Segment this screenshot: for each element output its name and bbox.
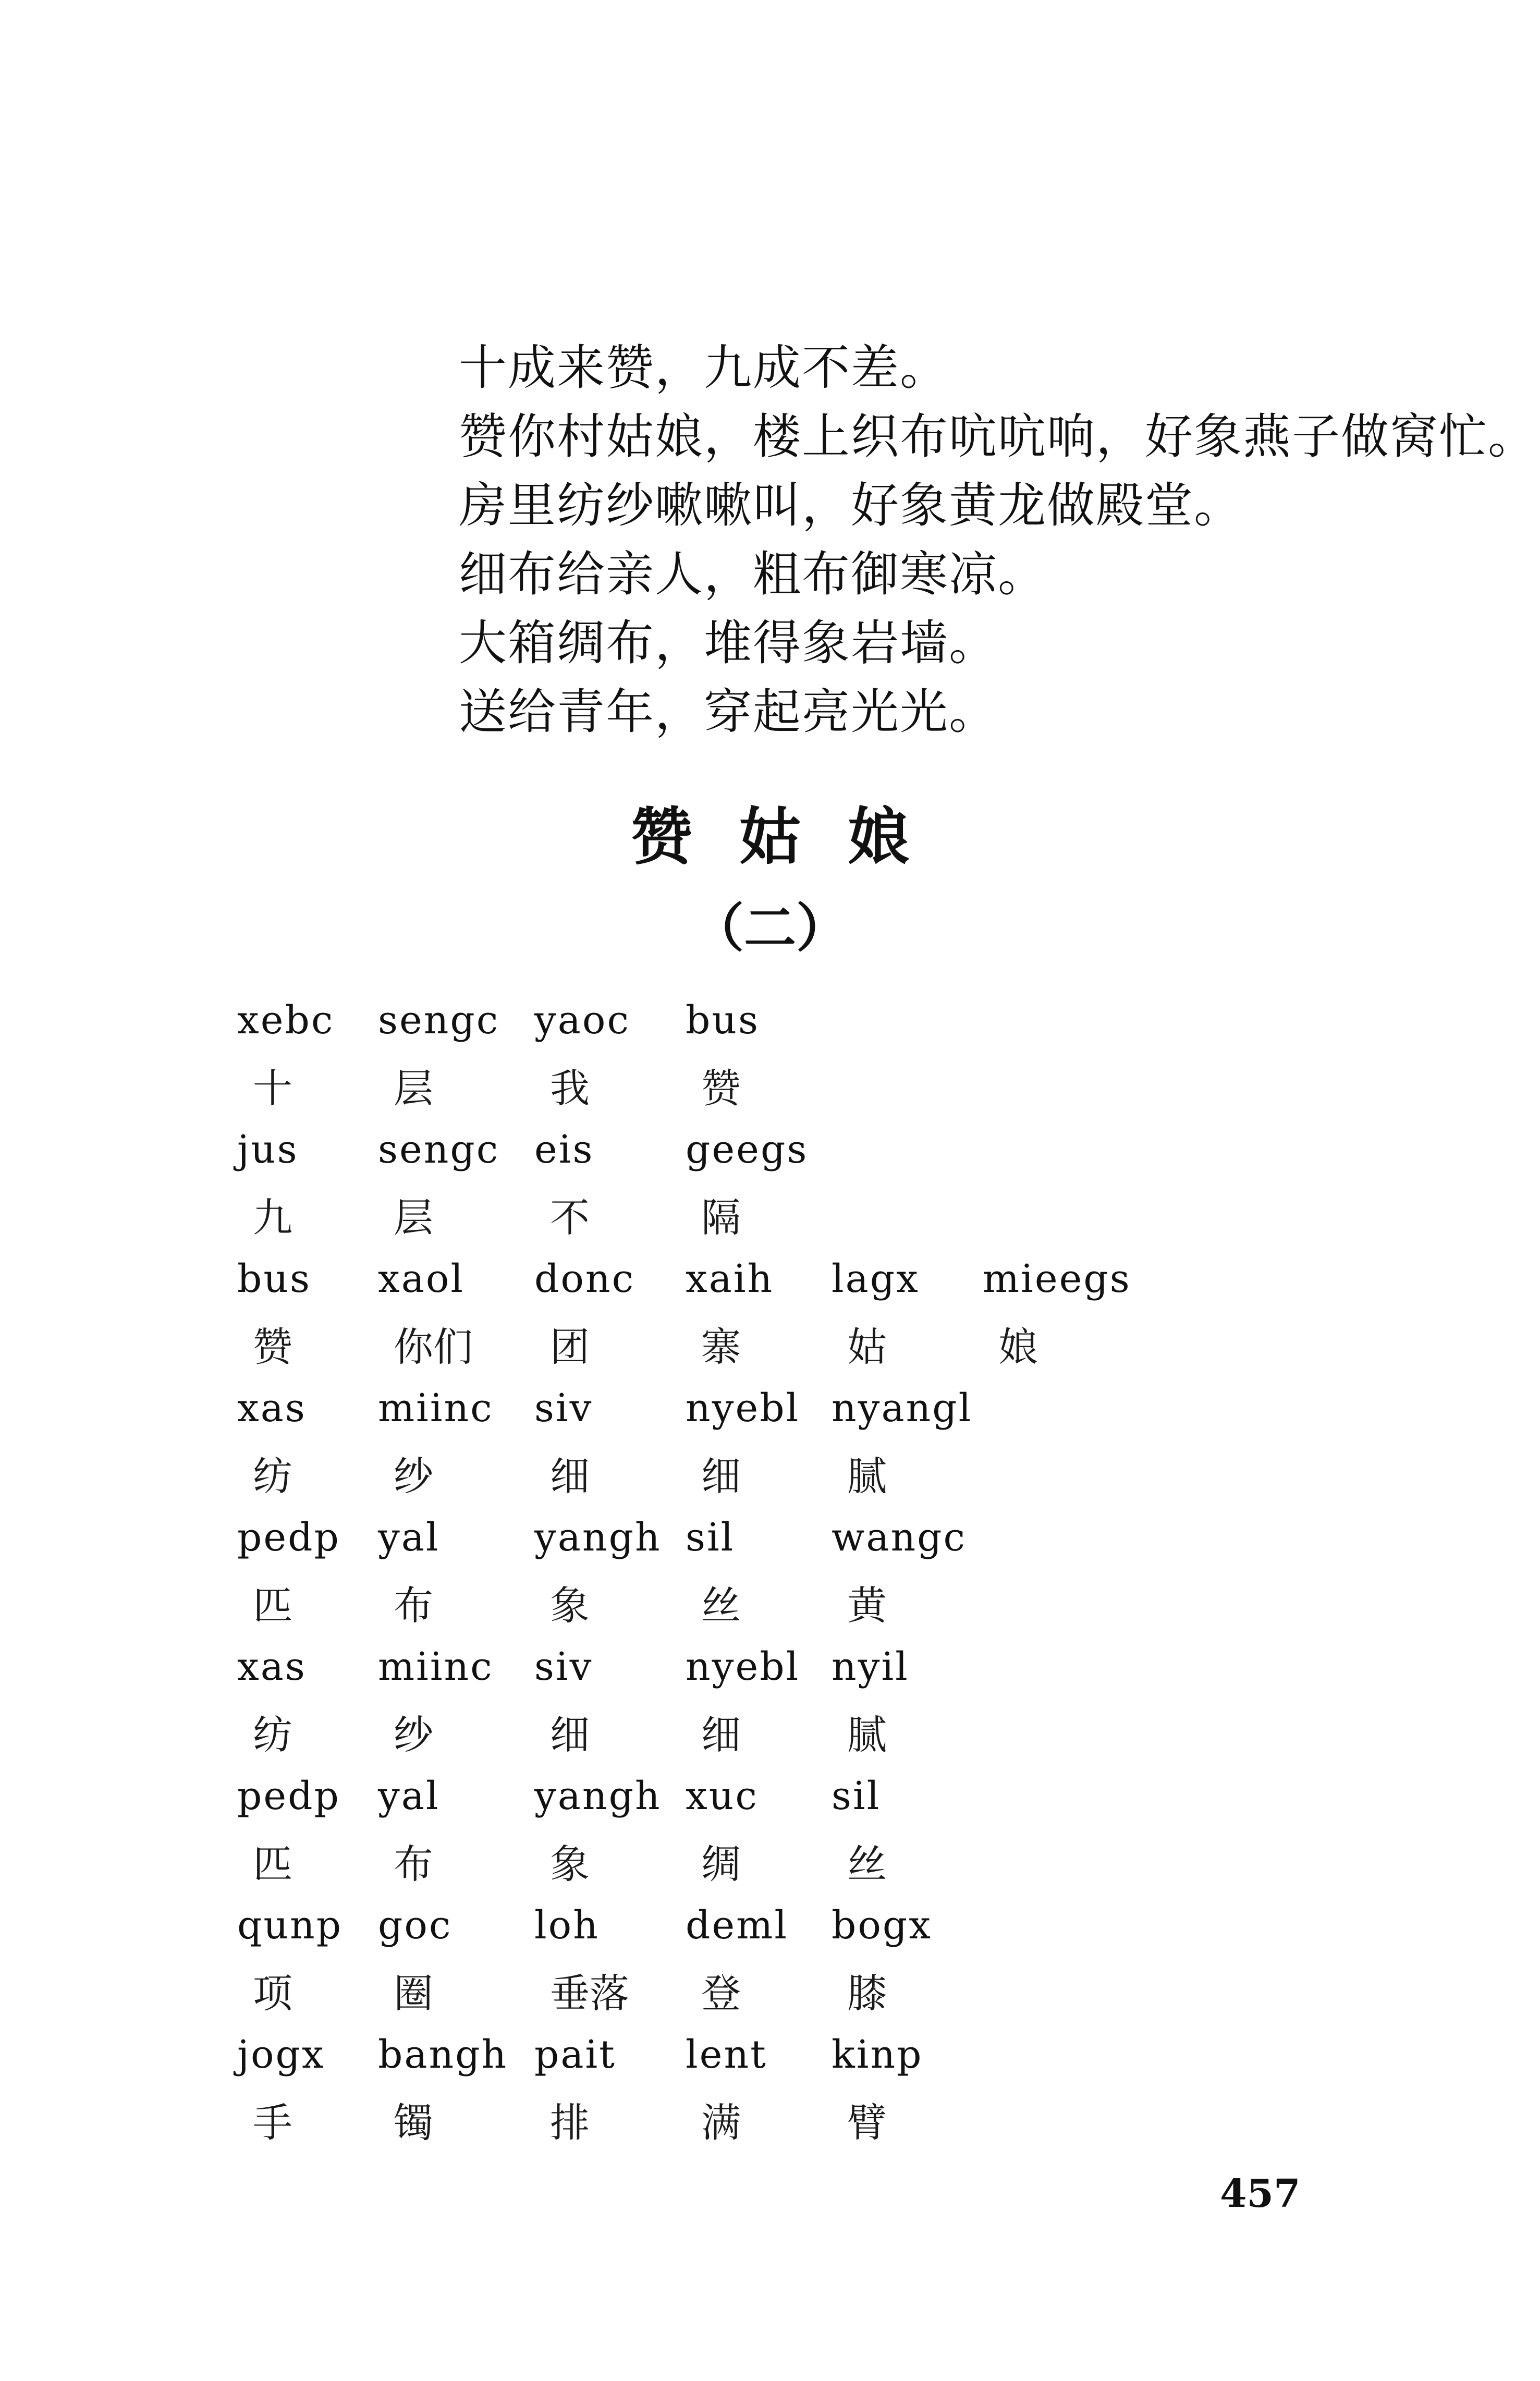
chinese-gloss-word: 腻 [847, 1711, 887, 1758]
chinese-gloss-line [237, 1053, 1436, 1117]
poem-line: 房里纺纱嗽嗽叫，好象黄龙做殿堂。 [459, 478, 1243, 533]
dong-word: qunp [237, 1903, 343, 1948]
chinese-gloss-word: 我 [550, 1065, 590, 1112]
dong-word: siv [534, 1644, 593, 1689]
chinese-gloss-word: 纱 [394, 1711, 433, 1758]
dong-word: geegs [686, 1127, 809, 1172]
chinese-gloss-word: 布 [394, 1840, 433, 1887]
dong-word: miinc [378, 1644, 494, 1689]
chinese-gloss-word: 层 [394, 1065, 433, 1112]
chinese-gloss-line [237, 1828, 1436, 1893]
chinese-gloss-word: 不 [550, 1194, 590, 1241]
chinese-gloss-word: 细 [550, 1452, 590, 1499]
dong-word: kinp [832, 2032, 923, 2077]
dong-line [237, 1117, 1436, 1182]
dong-word: eis [534, 1127, 594, 1172]
chinese-gloss-word: 臂 [847, 2099, 887, 2146]
dong-word: yangh [534, 1774, 662, 1818]
interlinear-gloss [237, 988, 1436, 2152]
dong-word: bus [237, 1256, 312, 1301]
chinese-gloss-word: 象 [550, 1582, 590, 1629]
page-number: 457 [1220, 2171, 1301, 2216]
dong-word: bangh [378, 2032, 508, 2077]
chinese-gloss-word: 腻 [847, 1452, 887, 1499]
chinese-gloss-line [237, 1570, 1436, 1634]
dong-word: loh [534, 1903, 600, 1948]
chinese-gloss-line [237, 2087, 1436, 2152]
dong-word: jus [237, 1127, 299, 1172]
poem-block [459, 334, 1537, 747]
dong-word: yangh [534, 1515, 662, 1560]
dong-word: yal [378, 1774, 440, 1818]
chinese-gloss-word: 赞 [253, 1323, 292, 1370]
dong-word: lagx [832, 1256, 920, 1301]
poem-line: 十成来赞，九成不差。 [459, 340, 949, 396]
chinese-gloss-word: 赞 [701, 1065, 741, 1112]
dong-word: nyil [832, 1644, 909, 1689]
chinese-gloss-word: 纱 [394, 1452, 433, 1499]
dong-word: jogx [237, 2032, 325, 2077]
chinese-gloss-line [237, 1311, 1436, 1376]
poem-line: 细布给亲人，粗布御寒凉。 [459, 546, 1047, 602]
dong-word: nyebl [686, 1386, 800, 1431]
chinese-gloss-word: 你们 [394, 1323, 473, 1370]
dong-word: donc [534, 1256, 635, 1301]
chinese-gloss-word: 镯 [394, 2099, 433, 2146]
chinese-gloss-word: 娘 [998, 1323, 1038, 1370]
dong-line [237, 1764, 1436, 1828]
chinese-gloss-word: 排 [550, 2099, 590, 2146]
chinese-gloss-word: 象 [550, 1840, 590, 1887]
chinese-gloss-word: 寨 [701, 1323, 741, 1370]
chinese-gloss-word: 团 [550, 1323, 590, 1370]
chinese-gloss-word: 纺 [253, 1711, 292, 1758]
poem-line: 赞你村姑娘，楼上织布吭吭响，好象燕子做窝忙。 [459, 409, 1537, 465]
dong-word: sengc [378, 998, 500, 1043]
chinese-gloss-word: 满 [701, 2099, 741, 2146]
chinese-gloss-line [237, 1958, 1436, 2022]
dong-word: xebc [237, 998, 335, 1043]
dong-word: bogx [832, 1903, 933, 1948]
dong-word: sil [832, 1774, 881, 1818]
chinese-gloss-word: 丝 [701, 1582, 741, 1629]
dong-word: pait [534, 2032, 616, 2077]
dong-word: yaoc [534, 998, 630, 1043]
dong-word: nyangl [832, 1386, 973, 1431]
dong-word: xaol [378, 1256, 465, 1301]
chinese-gloss-word: 隔 [701, 1194, 741, 1241]
dong-word: miinc [378, 1386, 494, 1431]
chinese-gloss-word: 手 [253, 2099, 292, 2146]
dong-word: lent [686, 2032, 767, 2077]
dong-word: deml [686, 1903, 788, 1948]
chinese-gloss-word: 细 [701, 1711, 741, 1758]
chinese-gloss-word: 丝 [847, 1840, 887, 1887]
chinese-gloss-word: 姑 [847, 1323, 887, 1370]
chinese-gloss-word: 层 [394, 1194, 433, 1241]
chinese-gloss-word: 膝 [847, 1970, 887, 2017]
poem-line: 大箱绸布，堆得象岩墙。 [459, 615, 998, 671]
chinese-gloss-word: 垂落 [550, 1970, 629, 2017]
dong-word: sengc [378, 1127, 500, 1172]
dong-word: xas [237, 1644, 307, 1689]
dong-word: wangc [832, 1515, 967, 1560]
dong-line [237, 1634, 1436, 1699]
dong-line [237, 2022, 1436, 2087]
chinese-gloss-word: 黄 [847, 1582, 887, 1629]
dong-word: xas [237, 1386, 307, 1431]
dong-line [237, 988, 1436, 1053]
chinese-gloss-word: 布 [394, 1582, 433, 1629]
dong-word: mieegs [983, 1256, 1131, 1301]
dong-word: bus [686, 998, 760, 1043]
dong-word: pedp [237, 1515, 340, 1560]
dong-word: goc [378, 1903, 453, 1948]
dong-word: xuc [686, 1774, 759, 1818]
dong-line [237, 1247, 1436, 1311]
chinese-gloss-word: 九 [253, 1194, 292, 1241]
dong-line [237, 1376, 1436, 1440]
section-title: 赞姑娘 [630, 801, 956, 873]
chinese-gloss-word: 圈 [394, 1970, 433, 2017]
dong-word: sil [686, 1515, 735, 1560]
chinese-gloss-line [237, 1699, 1436, 1764]
dong-word: xaih [686, 1256, 774, 1301]
chinese-gloss-word: 细 [550, 1711, 590, 1758]
dong-line [237, 1893, 1436, 1958]
section-subtitle: （二） [692, 898, 848, 959]
chinese-gloss-line [237, 1182, 1436, 1247]
poem-line: 送给青年，穿起亮光光。 [459, 684, 998, 740]
chinese-gloss-line [237, 1440, 1436, 1505]
dong-word: nyebl [686, 1644, 800, 1689]
chinese-gloss-word: 匹 [253, 1582, 292, 1629]
chinese-gloss-word: 细 [701, 1452, 741, 1499]
dong-word: yal [378, 1515, 440, 1560]
chinese-gloss-word: 项 [253, 1970, 292, 2017]
chinese-gloss-word: 纺 [253, 1452, 292, 1499]
chinese-gloss-word: 匹 [253, 1840, 292, 1887]
dong-word: siv [534, 1386, 593, 1431]
chinese-gloss-word: 十 [253, 1065, 292, 1112]
chinese-gloss-word: 登 [701, 1970, 741, 2017]
chinese-gloss-word: 绸 [701, 1840, 741, 1887]
dong-line [237, 1505, 1436, 1570]
dong-word: pedp [237, 1774, 340, 1818]
